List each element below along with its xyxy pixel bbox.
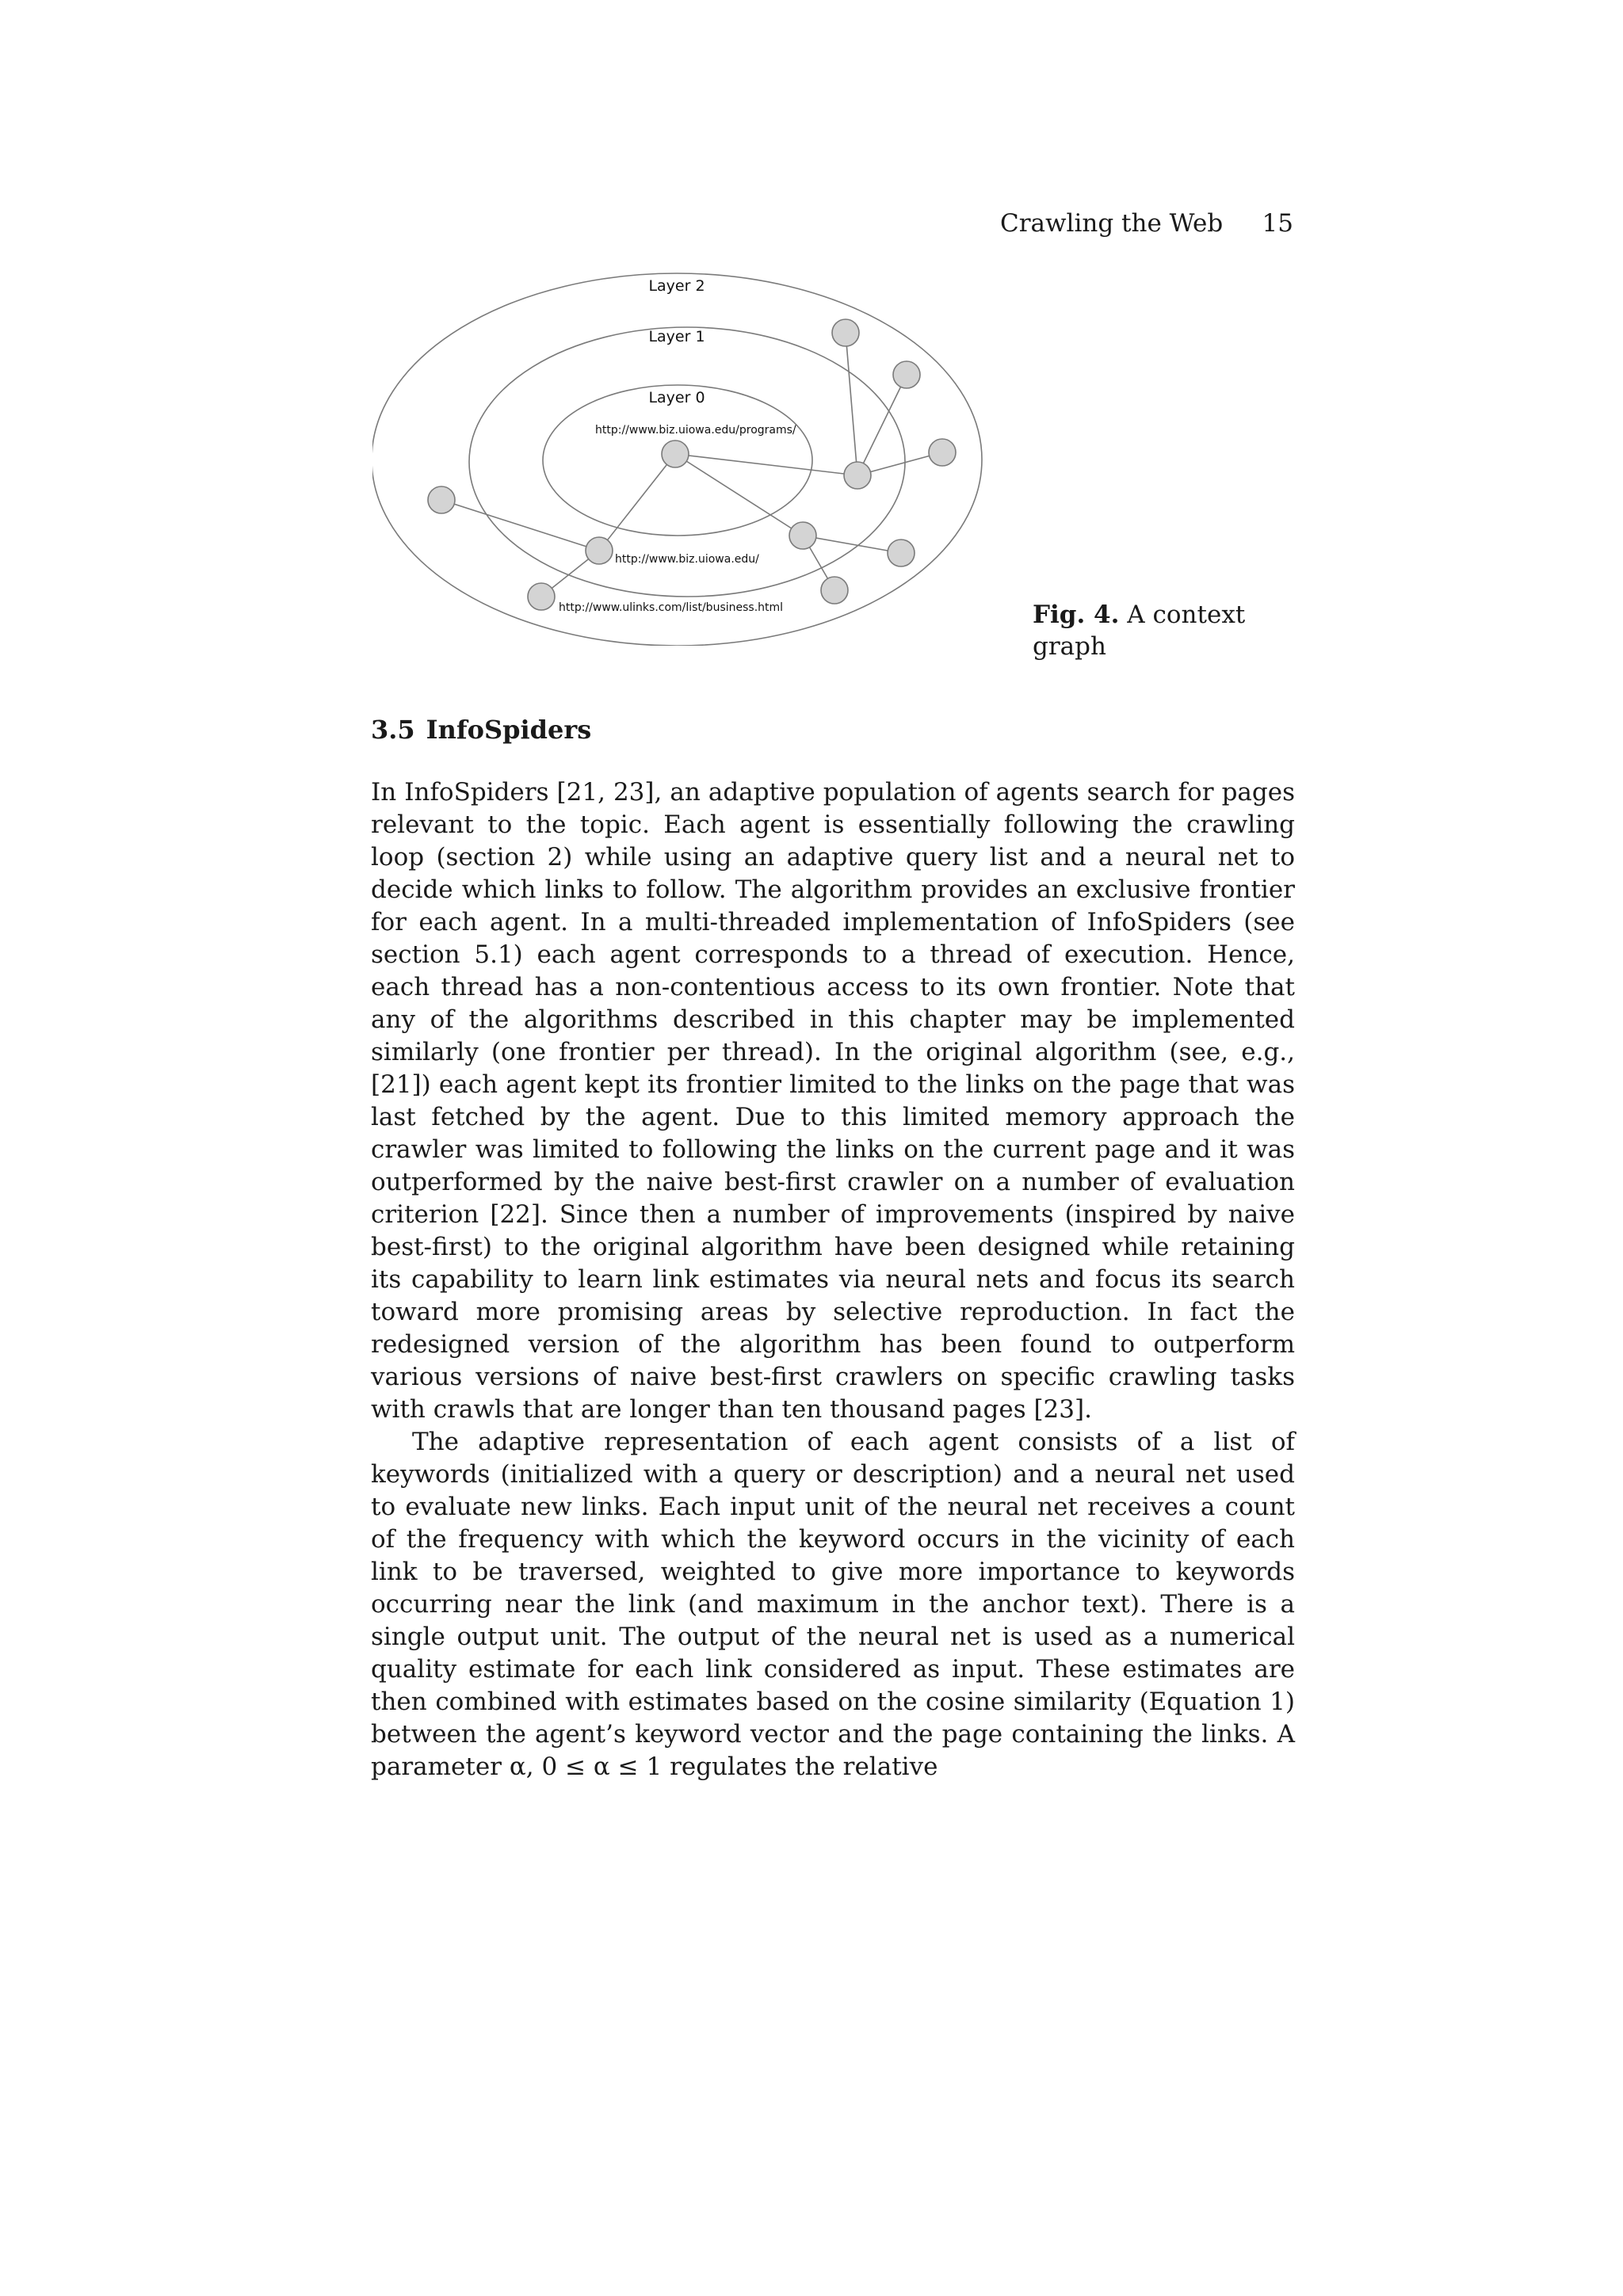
- running-head: [1000, 208, 1293, 239]
- paragraph: In InfoSpiders [21, 23], an adaptive population of agents search for pages relevant to the topic. Each agent is essentially following the crawling loop (section 2) while using an adaptive query list and a neural net to decide which links to follow. The algorithm provides an exclusive frontier for each agent. In a multi-threaded implementation of InfoSpiders (see section 5.1) each agent corresponds to a thread of execution. Hence, each thread has a non-contentious access to its own frontier. Note that any of the algorithms described in this chapter may be implemented similarly (one frontier per thread). In the original algorithm (see, e.g., [21]) each agent kept its frontier limited to the links on the page that was last fetched by the agent. Due to this limited memory approach the crawler was limited to following the links on the current page and it was outperformed by the naive best-first crawler on a number of evaluation criterion [22]. Since then a number of improvements (inspired by naive best-first) to the original algorithm have been designed while retaining its capability to learn link estimates via neural nets and focus its search toward more promising areas by selective reproduction. In fact the redesigned version of the algorithm has been found to outperform various versions of naive best-first crawlers on specific crawling tasks with crawls that are longer than ten thousand pages [23].: [371, 778, 1295, 1424]
- url-label-programs: http://www.biz.uiowa.edu/programs/: [595, 424, 796, 437]
- graph-node: [844, 462, 871, 489]
- page-number: 15: [1262, 209, 1293, 238]
- graph-node: [528, 583, 555, 610]
- edge: [599, 454, 675, 551]
- context-graph-diagram: [372, 265, 991, 646]
- graph-node: [662, 441, 689, 467]
- layer-2-label: Layer 2: [648, 277, 705, 295]
- layer-0-label: Layer 0: [648, 389, 705, 406]
- edge: [441, 500, 599, 551]
- context-graph-figure: [372, 265, 991, 646]
- figure-caption: [1033, 599, 1294, 662]
- url-label-ulinks: http://www.ulinks.com/list/business.html: [559, 601, 784, 614]
- section-heading: [371, 714, 591, 746]
- graph-node: [832, 319, 859, 346]
- section-number: 3.5: [371, 715, 415, 745]
- graph-node: [821, 577, 848, 604]
- figure-caption-text: A context graph: [1033, 601, 1246, 661]
- graph-node: [586, 537, 613, 564]
- graph-node: [929, 439, 956, 466]
- layer-1-label: Layer 1: [648, 328, 705, 345]
- running-head-title: Crawling the Web: [1000, 209, 1224, 238]
- section-title: InfoSpiders: [426, 715, 592, 745]
- graph-node: [893, 361, 920, 388]
- figure-caption-label: Fig. 4.: [1033, 601, 1120, 629]
- edge: [857, 375, 907, 475]
- graph-node: [789, 522, 816, 549]
- url-label-biz: http://www.biz.uiowa.edu/: [615, 553, 759, 566]
- edge: [846, 333, 857, 475]
- paragraph: The adaptive representation of each agent consists of a list of keywords (initialized with a query or description) and a neural net used to evaluate new links. Each input unit of the neural net receives a count of the frequency with which the keyword occurs in the vicinity of each link to be traversed, weighted to give more importance to keywords occurring near the link (and maximum in the anchor text). There is a single output unit. The output of the neural net is used as a numerical quality estimate for each link considered as input. These estimates are then combined with estimates based on the cosine similarity (Equation 1) between the agent’s keyword vector and the page containing the links. A parameter α, 0 ≤ α ≤ 1 regulates the relative: [371, 1428, 1295, 1781]
- graph-node: [428, 486, 455, 513]
- body-text: [371, 776, 1295, 1783]
- graph-node: [888, 540, 915, 566]
